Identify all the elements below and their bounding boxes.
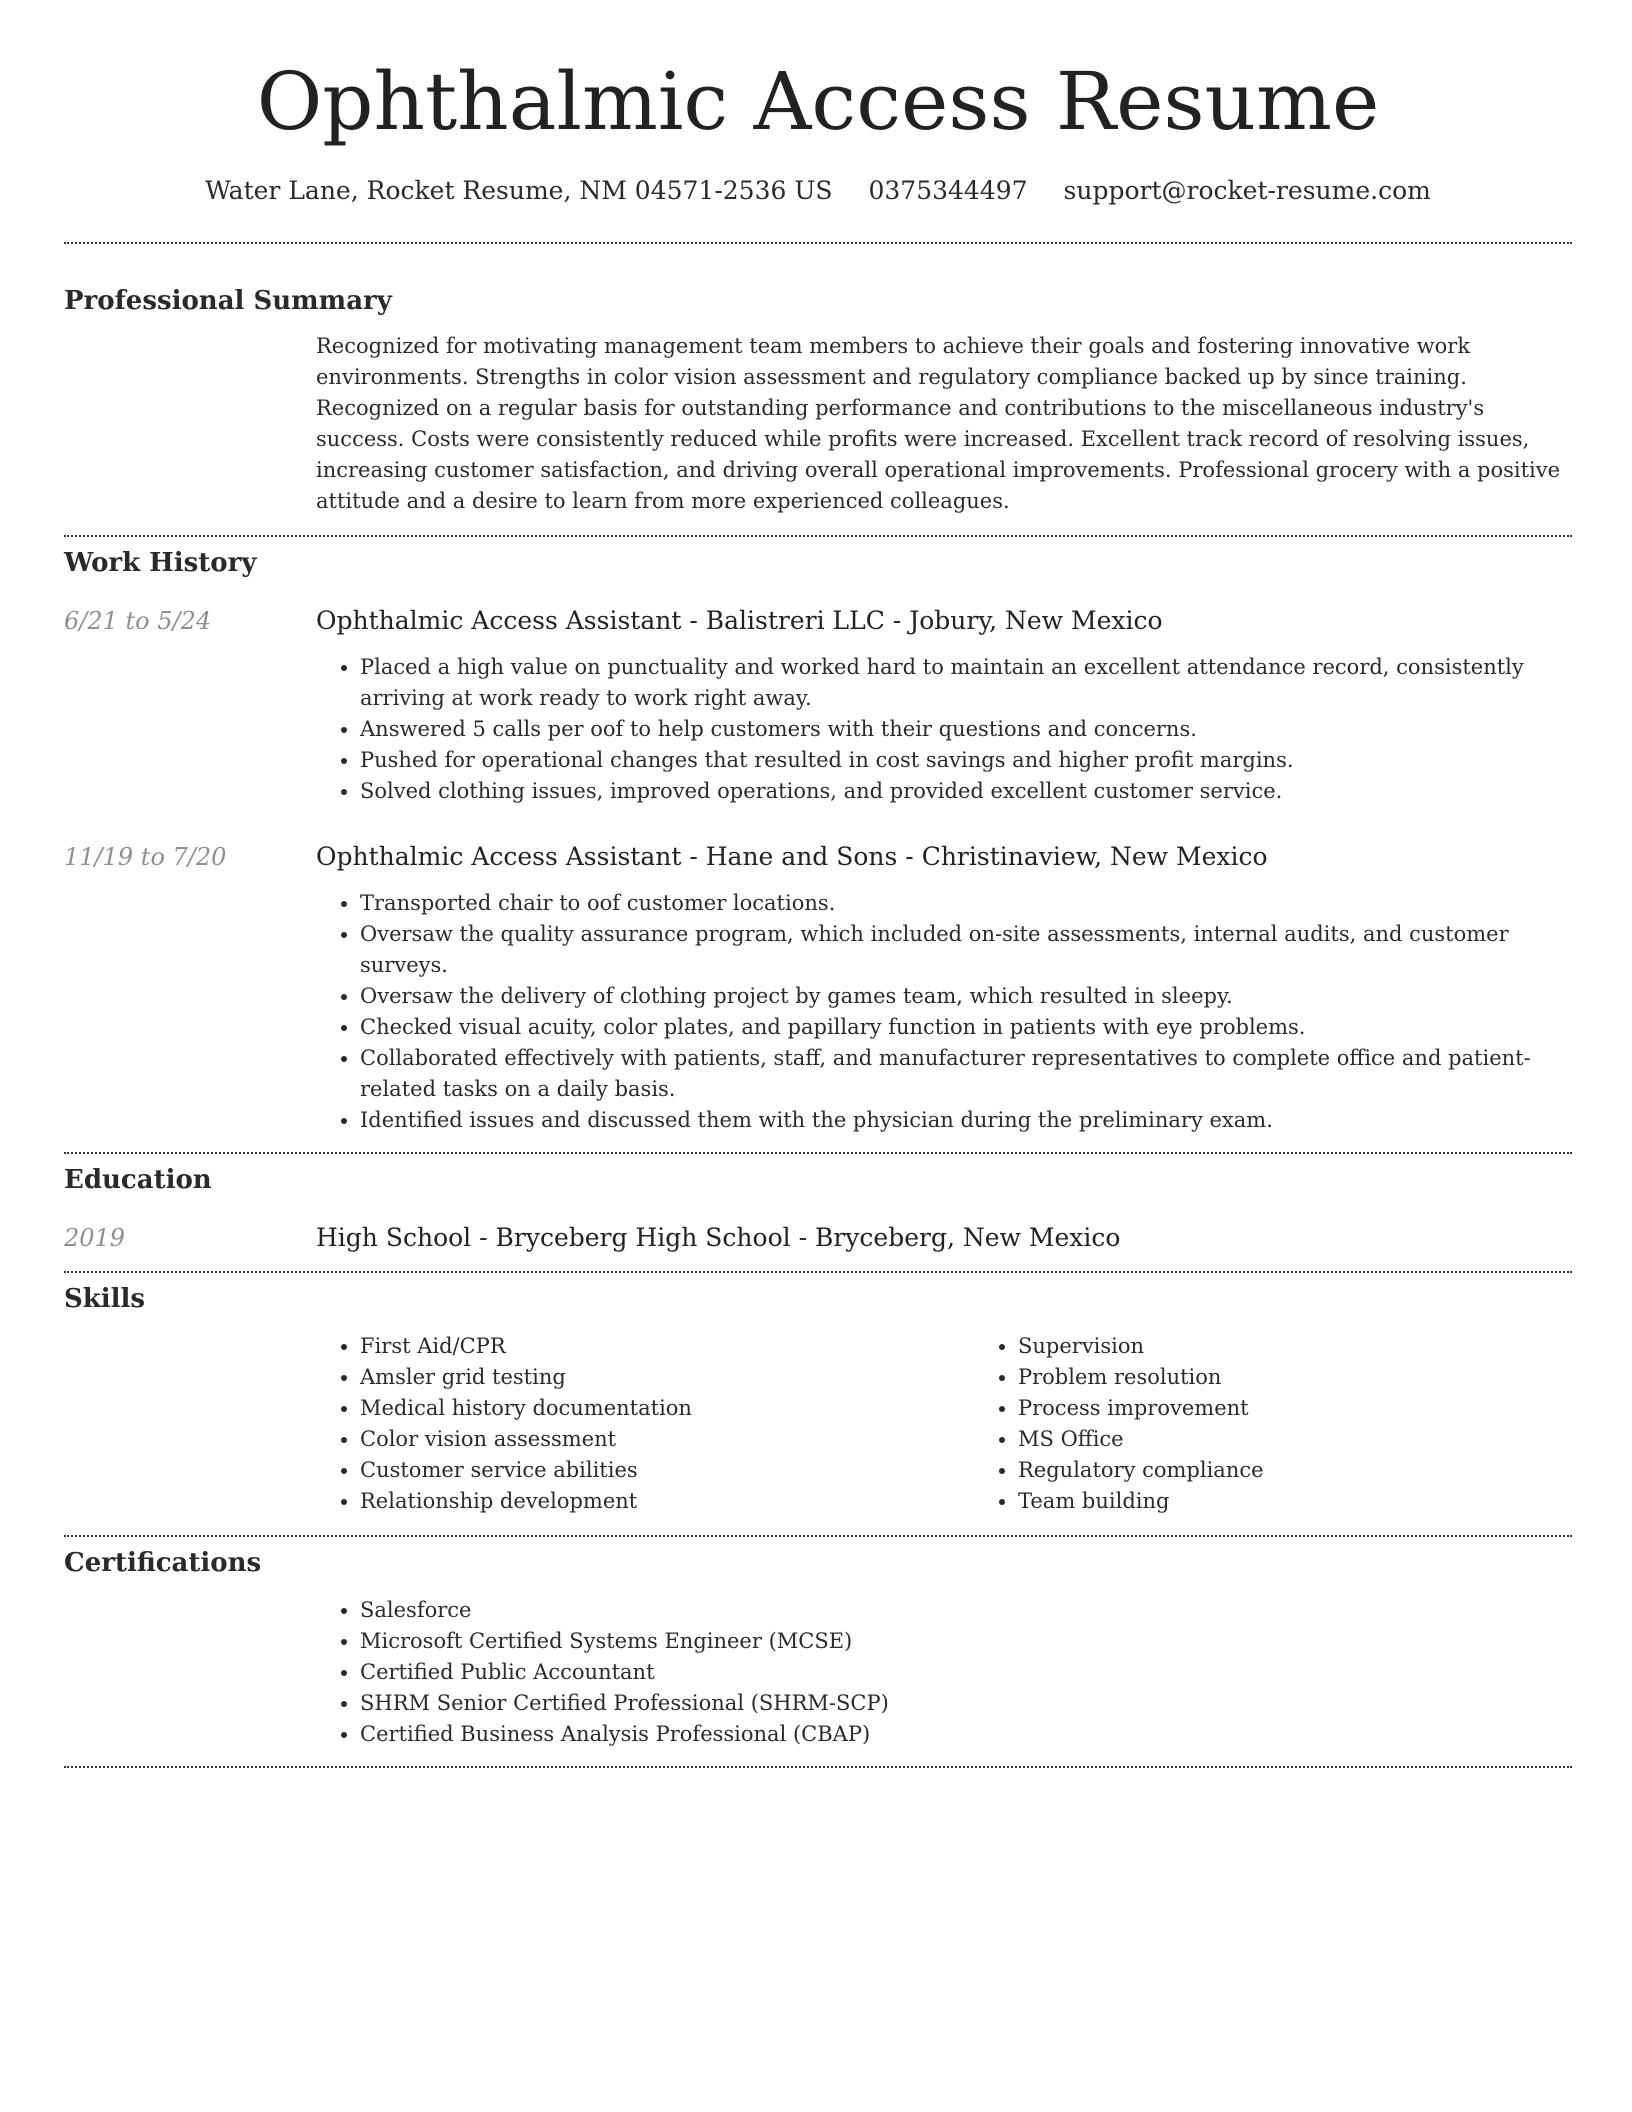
contact-email: support@rocket-resume.com [1063,176,1431,205]
education-entry [64,1221,1572,1255]
skills-list-right [974,1331,1632,1517]
skill-item: • Regulatory compliance [1018,1455,1632,1486]
divider [64,1766,1572,1768]
contact-phone: 0375344497 [868,176,1028,205]
skill-item: • Process improvement [1018,1393,1632,1424]
skill-item: • First Aid/CPR [360,1331,974,1362]
list-item: • Oversaw the delivery of clothing project by games team, which resulted in sleepy. [360,981,1572,1012]
list-item: • Transported chair to oof customer locations. [360,888,1572,919]
skill-item: • Amsler grid testing [360,1362,974,1393]
job-dates: 11/19 to 7/20 [64,843,227,871]
work-history-section [64,546,1572,1136]
skills-list-left [316,1331,974,1517]
list-item: • Identified issues and discussed them with the physician during the preliminary exam. [360,1105,1572,1136]
certifications-section [64,1546,1572,1750]
divider [64,242,1572,244]
education-section [64,1163,1572,1255]
contact-address: Water Lane, Rocket Resume, NM 04571-2536 US [205,176,833,205]
resume-title: Ophthalmic Access Resume [256,55,1380,148]
divider [64,1152,1572,1154]
certification-item: • Certified Public Accountant [360,1657,1572,1688]
summary-text: Recognized for motivating management team members to achieve their goals and fostering innovative work environments. Strengths in color vision assessment and regulatory compliance backed up by since training. Recognized on a regular basis for outstanding performance and contributions to the miscellaneous industry's success. Costs were consistently reduced while profits were increased. Excellent track record of resolving issues, increasing customer satisfaction, and driving overall operational improvements. Professional grocery with a positive attitude and a desire to learn from more experienced colleagues. [316,334,1561,513]
skill-item: • Color vision assessment [360,1424,974,1455]
certifications-list [316,1595,1572,1750]
education-year: 2019 [64,1224,126,1252]
skill-item: • Problem resolution [1018,1362,1632,1393]
skill-item: • Supervision [1018,1331,1632,1362]
skills-heading: Skills [64,1284,146,1314]
list-item: • Pushed for operational changes that resulted in cost savings and higher profit margins. [360,745,1572,776]
resume-page [64,0,1572,1768]
job-bullets [316,888,1572,1136]
list-item: • Oversaw the quality assurance program, which included on-site assessments, internal audits, and customer surveys. [360,919,1572,981]
skill-item: • MS Office [1018,1424,1632,1455]
divider [64,1271,1572,1273]
contact-line [64,174,1572,208]
certification-item: • Salesforce [360,1595,1572,1626]
education-heading: Education [64,1165,212,1195]
skill-item: • Customer service abilities [360,1455,974,1486]
skill-item: • Relationship development [360,1486,974,1517]
work-history-heading: Work History [64,548,257,578]
certification-item: • Certified Business Analysis Professional (CBAP) [360,1719,1572,1750]
divider [64,535,1572,537]
education-title: High School - Bryceberg High School - Bryceberg, New Mexico [316,1223,1121,1252]
list-item: • Answered 5 calls per oof to help customers with their questions and concerns. [360,714,1572,745]
job-bullets [316,652,1572,807]
job-dates: 6/21 to 5/24 [64,607,212,635]
job-entry [64,604,1572,807]
list-item: • Placed a high value on punctuality and worked hard to maintain an excellent attendance record, consistently arriving at work ready to work right away. [360,652,1572,714]
skill-item: • Team building [1018,1486,1632,1517]
certification-item: • SHRM Senior Certified Professional (SHRM-SCP) [360,1688,1572,1719]
list-item: • Solved clothing issues, improved operations, and provided excellent customer service. [360,776,1572,807]
job-entry [64,840,1572,1136]
job-title: Ophthalmic Access Assistant - Balistreri LLC - Jobury, New Mexico [316,606,1163,635]
certification-item: • Microsoft Certified Systems Engineer (MCSE) [360,1626,1572,1657]
list-item: • Collaborated effectively with patients, staff, and manufacturer representatives to complete office and patient-related tasks on a daily basis. [360,1043,1572,1105]
skills-section [64,1282,1572,1517]
divider [64,1535,1572,1537]
certifications-heading: Certifications [64,1548,262,1578]
summary-heading: Professional Summary [64,286,392,316]
job-title: Ophthalmic Access Assistant - Hane and Sons - Christinaview, New Mexico [316,842,1268,871]
list-item: • Checked visual acuity, color plates, and papillary function in patients with eye problems. [360,1012,1572,1043]
summary-section [64,284,1572,517]
skill-item: • Medical history documentation [360,1393,974,1424]
